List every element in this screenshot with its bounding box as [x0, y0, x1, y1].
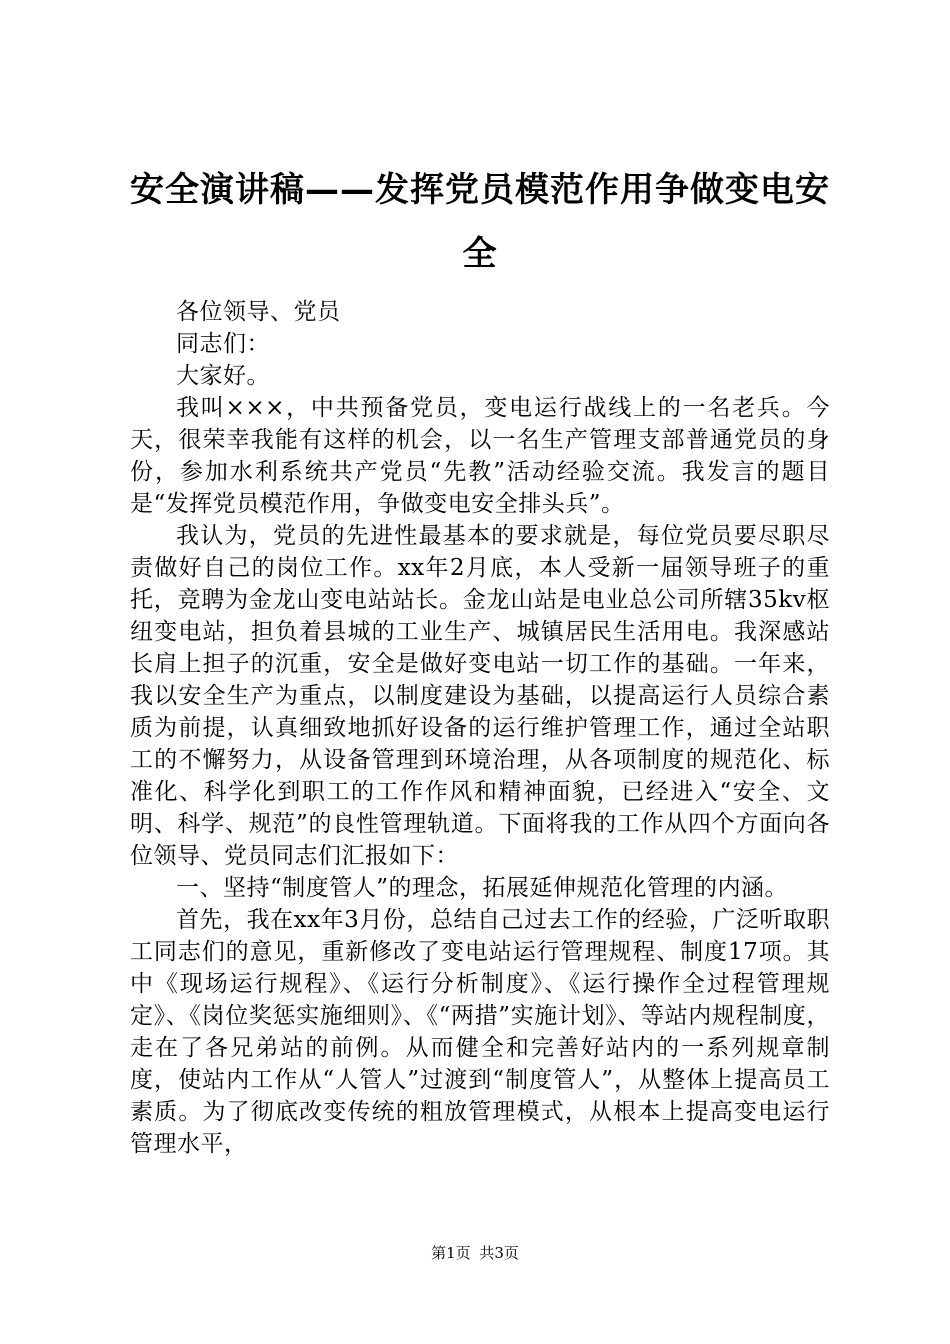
- page-footer: [0, 1243, 950, 1263]
- salutation-line: 各位领导、党员: [176, 299, 341, 325]
- body-paragraph: 首先，我在xx年3月份，总结自己过去工作的经验，广泛听取职工同志们的意见，重新修改了变电站运行管理规程、制度17项。其中《现场运行规程》、《运行分析制度》、《运行操作全过程管理规定》、《岗位奖惩实施细则》、《“两措”实施计划》、等站内规程制度，走在了各兄弟站的前例。从而健全和完善好站内的一系列规章制度，使站内工作从“人管人”过渡到“制度管人”，从整体上提高员工素质。为了彻底改变传统的粗放管理模式，从根本上提高变电运行管理水平，: [130, 907, 830, 1157]
- title-line-2: 全: [462, 234, 498, 274]
- page-total: 共3页: [479, 1244, 519, 1262]
- document-title: [110, 158, 850, 286]
- title-line-1: 安全演讲稿——发挥党员模范作用争做变电安: [130, 170, 830, 210]
- section-heading: 一、坚持“制度管人”的理念，拓展延伸规范化管理的内涵。: [176, 875, 789, 901]
- body-paragraph: 我叫×××，中共预备党员，变电运行战线上的一名老兵。今天，很荣幸我能有这样的机会，以一名生产管理支部普通党员的身份，参加水利系统共产党员“先教”活动经验交流。我发言的题目是“发挥党员模范作用，争做变电安全排头兵”。: [130, 395, 830, 517]
- salutation-line: 同志们：: [176, 331, 270, 357]
- page-number: 第1页: [431, 1244, 471, 1262]
- body-paragraph: 我认为，党员的先进性最基本的要求就是，每位党员要尽职尽责做好自己的岗位工作。xx年2月底，本人受新一届领导班子的重托，竞聘为金龙山变电站站长。金龙山站是电业总公司所辖35kv枢纽变电站，担负着县城的工业生产、城镇居民生活用电。我深感站长肩上担子的沉重，安全是做好变电站一切工作的基础。一年来，我以安全生产为重点，以制度建设为基础，以提高运行人员综合素质为前提，认真细致地抓好设备的运行维护管理工作，通过全站职工的不懈努力，从设备管理到环境治理，从各项制度的规范化、标准化、科学化到职工的工作作风和精神面貌，已经进入“安全、文明、科学、规范”的良性管理轨道。下面将我的工作从四个方面向各位领导、党员同志们汇报如下：: [130, 523, 830, 869]
- greeting-line: 大家好。: [176, 363, 270, 389]
- document-body: [130, 296, 830, 1160]
